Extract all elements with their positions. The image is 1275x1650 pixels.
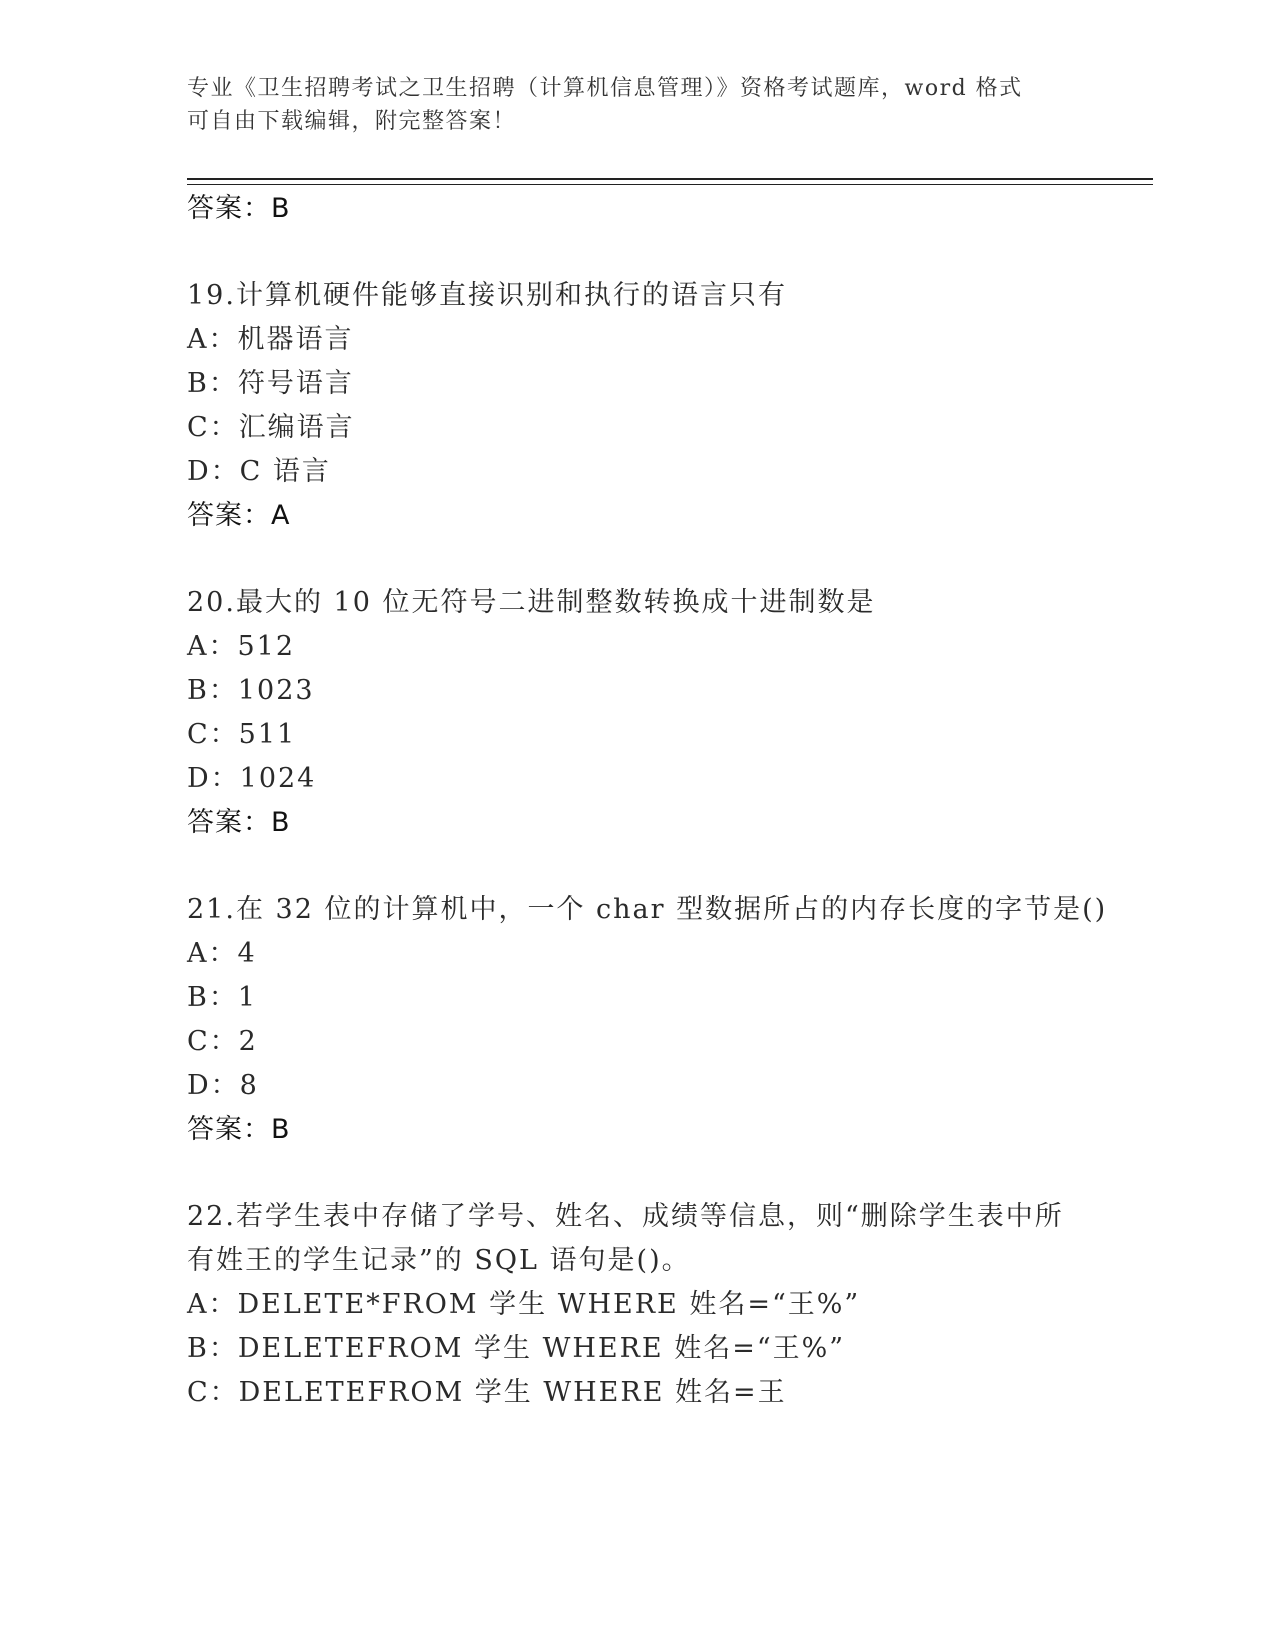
- option-c: C：511: [187, 719, 297, 750]
- option-b: B：1023: [187, 675, 315, 706]
- document-header: [187, 72, 1087, 138]
- header-line-1: 专业《卫生招聘考试之卫生招聘（计算机信息管理）》资格考试题库，word 格式: [187, 76, 1023, 101]
- answer: 答案：B: [187, 807, 291, 838]
- option-b: B：符号语言: [187, 368, 354, 399]
- answer: 答案：B: [187, 1114, 291, 1145]
- question-stem: 19.计算机硬件能够直接识别和执行的语言只有: [187, 280, 787, 311]
- option-c: C：汇编语言: [187, 412, 355, 443]
- question-stem-line-2: 有姓王的学生记录”的 SQL 语句是()。: [187, 1245, 691, 1276]
- option-a: A：机器语言: [187, 324, 354, 355]
- header-divider-thick: [187, 178, 1153, 180]
- option-a: A：512: [187, 631, 296, 662]
- option-a: A：4: [187, 938, 257, 969]
- option-b: B：1: [187, 982, 258, 1013]
- option-b: B：DELETEFROM 学生 WHERE 姓名=“王%”: [187, 1333, 846, 1364]
- header-divider-thin: [187, 184, 1153, 185]
- question-stem: 21.在 32 位的计算机中，一个 char 型数据所占的内存长度的字节是(): [187, 894, 1108, 925]
- question-stem-line-1: 22.若学生表中存储了学号、姓名、成绩等信息，则“删除学生表中所: [187, 1201, 1064, 1232]
- option-c: C：DELETEFROM 学生 WHERE 姓名=王: [187, 1377, 787, 1408]
- option-d: D：C 语言: [187, 456, 331, 487]
- question-stem: 20.最大的 10 位无符号二进制整数转换成十进制数是: [187, 587, 876, 618]
- option-d: D：1024: [187, 763, 317, 794]
- option-a: A：DELETE*FROM 学生 WHERE 姓名=“王%”: [187, 1289, 861, 1320]
- option-c: C：2: [187, 1026, 258, 1057]
- option-d: D：8: [187, 1070, 259, 1101]
- header-line-2: 可自由下载编辑，附完整答案！: [187, 109, 517, 134]
- answer-previous: 答案：B: [187, 193, 291, 224]
- answer: 答案：A: [187, 500, 291, 531]
